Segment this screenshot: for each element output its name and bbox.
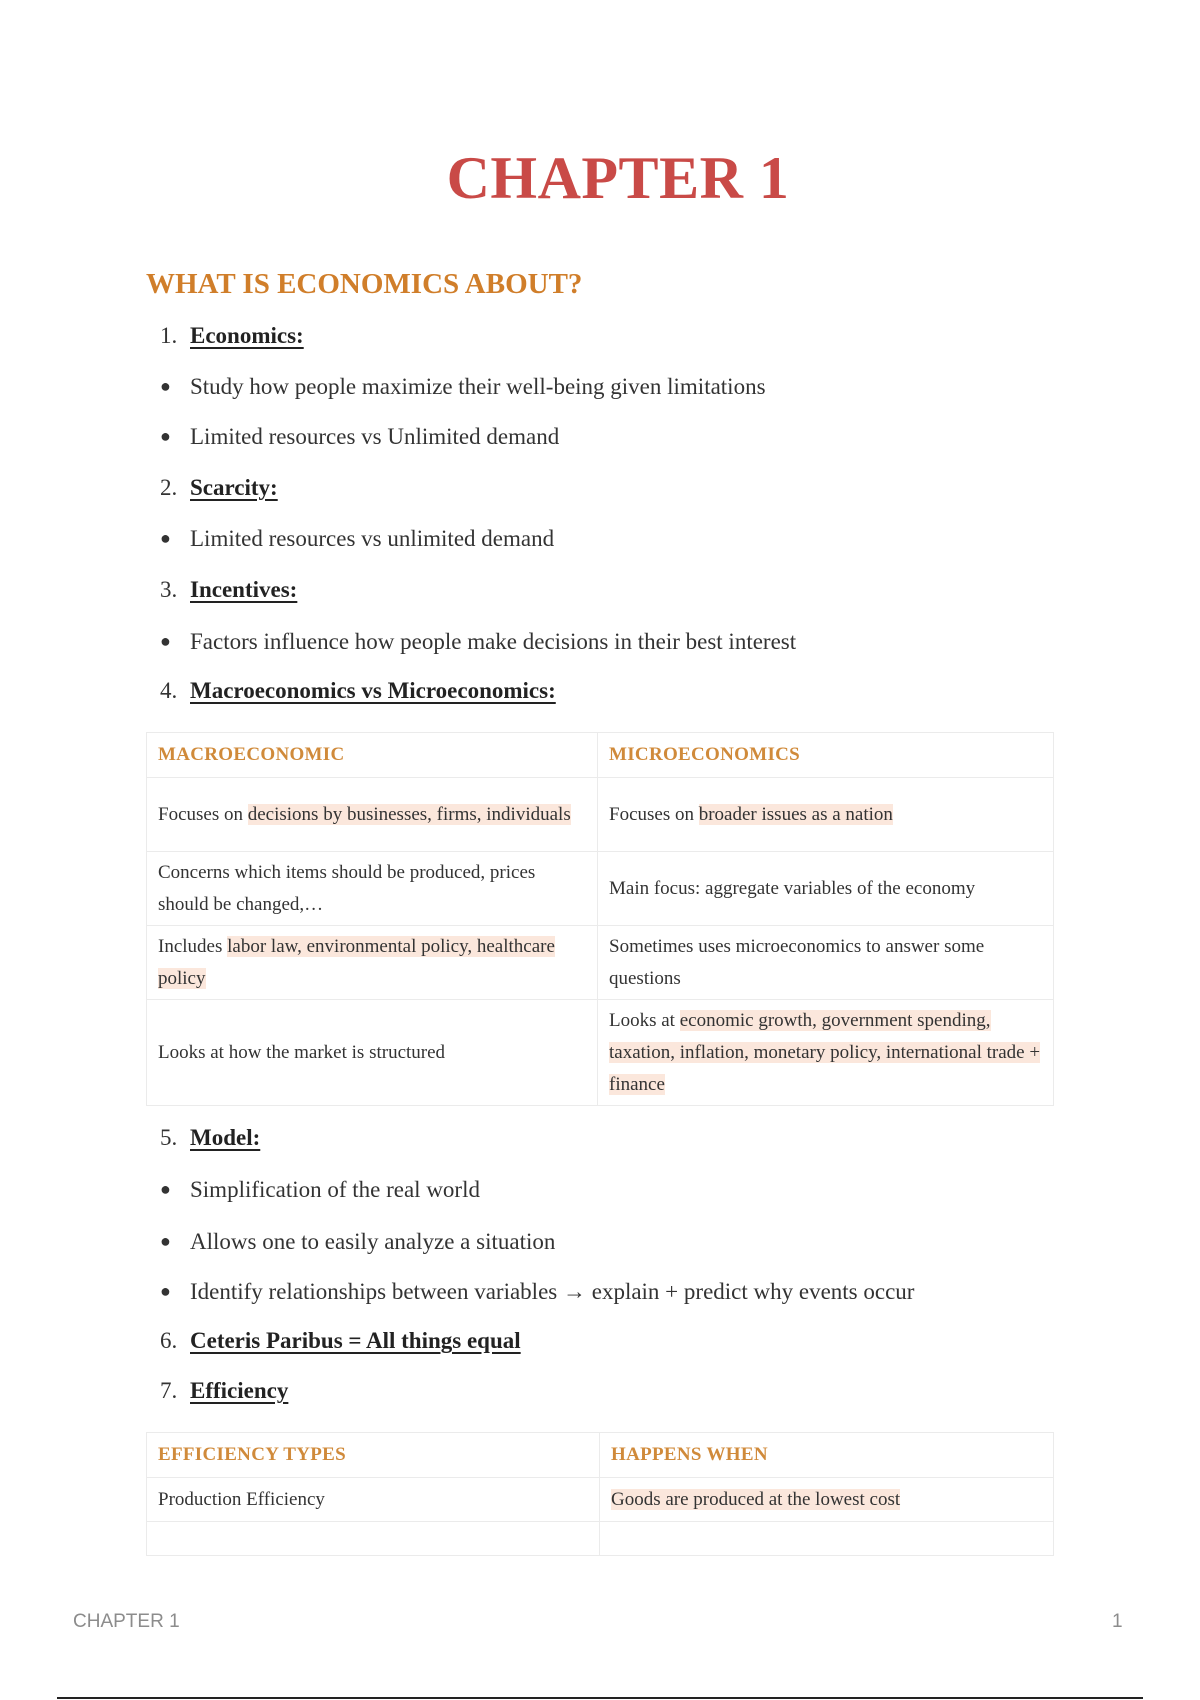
- table-header-row: [147, 1433, 1054, 1478]
- item-term: Macroeconomics vs Microeconomics:: [190, 678, 556, 703]
- footer-page-number: 1: [1112, 1611, 1123, 1632]
- item-term: Model:: [190, 1125, 261, 1150]
- cell-text: Looks at how the market is structured: [158, 1041, 446, 1063]
- bullet-item: [160, 372, 766, 401]
- table-row: [147, 852, 1054, 926]
- bullet-icon: ●: [160, 376, 171, 396]
- highlighted-text: labor law, environmental policy, healthcare policy: [158, 935, 555, 989]
- table-cell: [147, 778, 598, 852]
- item-number: 2.: [160, 475, 178, 500]
- numbered-item: [160, 1327, 521, 1355]
- bullet-item: [160, 1227, 555, 1256]
- highlighted-text: economic growth, government spending, taxation, inflation, monetary policy, international trade + finance: [609, 1009, 1041, 1095]
- macro-micro-table: [146, 732, 1054, 1106]
- bullet-icon: ●: [160, 1179, 171, 1199]
- cell-text: Focuses on: [609, 803, 699, 825]
- bullet-text: Study how people maximize their well-being given limitations: [190, 374, 766, 399]
- table-cell: [600, 1478, 1054, 1522]
- table-cell: [147, 1522, 600, 1556]
- table-header-cell: MACROECONOMIC: [147, 733, 598, 778]
- table-cell: [598, 852, 1054, 926]
- bullet-icon: ●: [160, 1231, 171, 1251]
- table-header-row: [147, 733, 1054, 778]
- footer-chapter-label: CHAPTER 1: [73, 1611, 180, 1632]
- bullet-text: Identify relationships between variables → explain + predict why events occur: [190, 1279, 915, 1304]
- bullet-icon: ●: [160, 528, 171, 548]
- table-row: [147, 926, 1054, 1000]
- table-header-cell: HAPPENS WHEN: [600, 1433, 1054, 1478]
- item-term: Economics:: [190, 323, 304, 348]
- cell-text: Concerns which items should be produced, prices should be changed,…: [158, 861, 536, 915]
- bullet-item: [160, 1277, 914, 1306]
- footer-divider: [57, 1697, 1143, 1699]
- efficiency-table: [146, 1432, 1054, 1556]
- numbered-item: [160, 1124, 260, 1152]
- cell-text: Looks at: [609, 1009, 680, 1031]
- table-row: [147, 1522, 1054, 1556]
- item-number: 5.: [160, 1125, 178, 1150]
- cell-text: Focuses on: [158, 803, 248, 825]
- table-cell: [147, 926, 598, 1000]
- item-term: Incentives:: [190, 577, 298, 602]
- page-title: CHAPTER 1: [446, 145, 790, 211]
- table-cell: [598, 926, 1054, 1000]
- bullet-text: Limited resources vs Unlimited demand: [190, 424, 560, 449]
- item-number: 3.: [160, 577, 178, 602]
- table-cell: [600, 1522, 1054, 1556]
- item-number: 6.: [160, 1328, 178, 1353]
- bullet-item: [160, 627, 796, 656]
- table-cell: [147, 852, 598, 926]
- cell-text: Sometimes uses microeconomics to answer some questions: [609, 935, 985, 989]
- table-cell: [598, 1000, 1054, 1106]
- bullet-icon: ●: [160, 426, 171, 446]
- table-cell: [147, 1000, 598, 1106]
- table-row: [147, 1478, 1054, 1522]
- item-number: 7.: [160, 1378, 178, 1403]
- item-number: 1.: [160, 323, 178, 348]
- highlighted-text: Goods are produced at the lowest cost: [611, 1488, 901, 1510]
- table-cell: [598, 778, 1054, 852]
- numbered-item: [160, 576, 297, 604]
- table-row: [147, 778, 1054, 852]
- bullet-item: [160, 524, 554, 553]
- highlighted-text: broader issues as a nation: [698, 803, 893, 825]
- table-header-cell: MICROECONOMICS: [598, 733, 1054, 778]
- bullet-item: [160, 422, 559, 451]
- item-term: Efficiency: [190, 1378, 289, 1403]
- bullet-text: Limited resources vs unlimited demand: [190, 526, 555, 551]
- bullet-text: Allows one to easily analyze a situation: [190, 1229, 556, 1254]
- cell-text: Includes: [158, 935, 228, 957]
- section-heading: WHAT IS ECONOMICS ABOUT?: [146, 268, 583, 300]
- bullet-icon: ●: [160, 631, 171, 651]
- bullet-icon: ●: [160, 1281, 171, 1301]
- bullet-item: [160, 1175, 480, 1204]
- numbered-item: [160, 322, 304, 350]
- item-term: Scarcity:: [190, 475, 278, 500]
- item-term: Ceteris Paribus = All things equal: [190, 1328, 521, 1353]
- item-number: 4.: [160, 678, 178, 703]
- highlighted-text: decisions by businesses, firms, individuals: [247, 803, 571, 825]
- table-header-cell: EFFICIENCY TYPES: [147, 1433, 600, 1478]
- numbered-item: [160, 677, 556, 705]
- bullet-text: Factors influence how people make decisions in their best interest: [190, 629, 797, 654]
- table-row: [147, 1000, 1054, 1106]
- numbered-item: [160, 1377, 288, 1405]
- cell-text: Main focus: aggregate variables of the economy: [609, 877, 976, 899]
- table-cell: Production Efficiency: [147, 1478, 600, 1522]
- bullet-text: Simplification of the real world: [190, 1177, 480, 1202]
- numbered-item: [160, 474, 278, 502]
